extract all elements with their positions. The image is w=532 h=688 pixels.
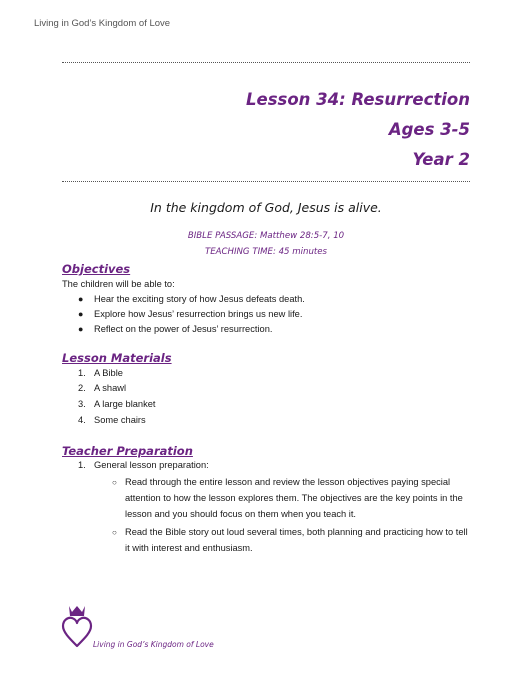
list-item: 3. A large blanket (78, 399, 156, 409)
lesson-title: Lesson 34: Resurrection (246, 90, 470, 109)
circle-bullet-icon: ○ (112, 478, 117, 487)
preparation-heading: Teacher Preparation (62, 444, 193, 458)
objectives-heading: Objectives (62, 262, 131, 276)
top-divider (62, 62, 470, 63)
preparation-sub-item: Read the Bible story out loud several times, both planning and practicing how to tell it with interest and enthusiasm. (125, 527, 468, 554)
objectives-intro: The children will be able to: (62, 279, 175, 289)
list-item: 2. A shawl (78, 383, 127, 393)
title-divider (62, 181, 470, 182)
list-item: 4. Some chairs (78, 415, 146, 425)
list-item: ● Hear the exciting story of how Jesus defeats death. (78, 294, 305, 304)
lesson-motto: In the kingdom of God, Jesus is alive. (150, 200, 382, 215)
teaching-time: TEACHING TIME: 45 minutes (204, 247, 328, 257)
circle-bullet-icon: ○ (112, 528, 117, 537)
lesson-ages: Ages 3-5 (388, 120, 470, 139)
disc-bullet-icon: ● (78, 309, 84, 319)
preparation-step: 1. General lesson preparation: (78, 460, 209, 470)
materials-heading: Lesson Materials (62, 351, 172, 365)
page-header: Living in God’s Kingdom of Love (34, 18, 171, 29)
disc-bullet-icon: ● (78, 294, 84, 304)
list-item: 1. A Bible (78, 368, 123, 378)
crown-heart-logo-icon (60, 604, 94, 650)
page-footer: Living in God’s Kingdom of Love (93, 640, 214, 649)
lesson-year: Year 2 (412, 150, 470, 169)
preparation-sub-item: Read through the entire lesson and review the lesson objectives paying special attention to how the lesson explores them. The objectives are the key points in the lesson and you should focus on them when you teach it. (125, 477, 463, 520)
list-item: ● Explore how Jesus’ resurrection brings us new life. (78, 309, 303, 319)
list-item: ● Reflect on the power of Jesus’ resurrection. (78, 324, 273, 334)
bible-passage: BIBLE PASSAGE: Matthew 28:5-7, 10 (187, 231, 345, 241)
disc-bullet-icon: ● (78, 324, 84, 334)
